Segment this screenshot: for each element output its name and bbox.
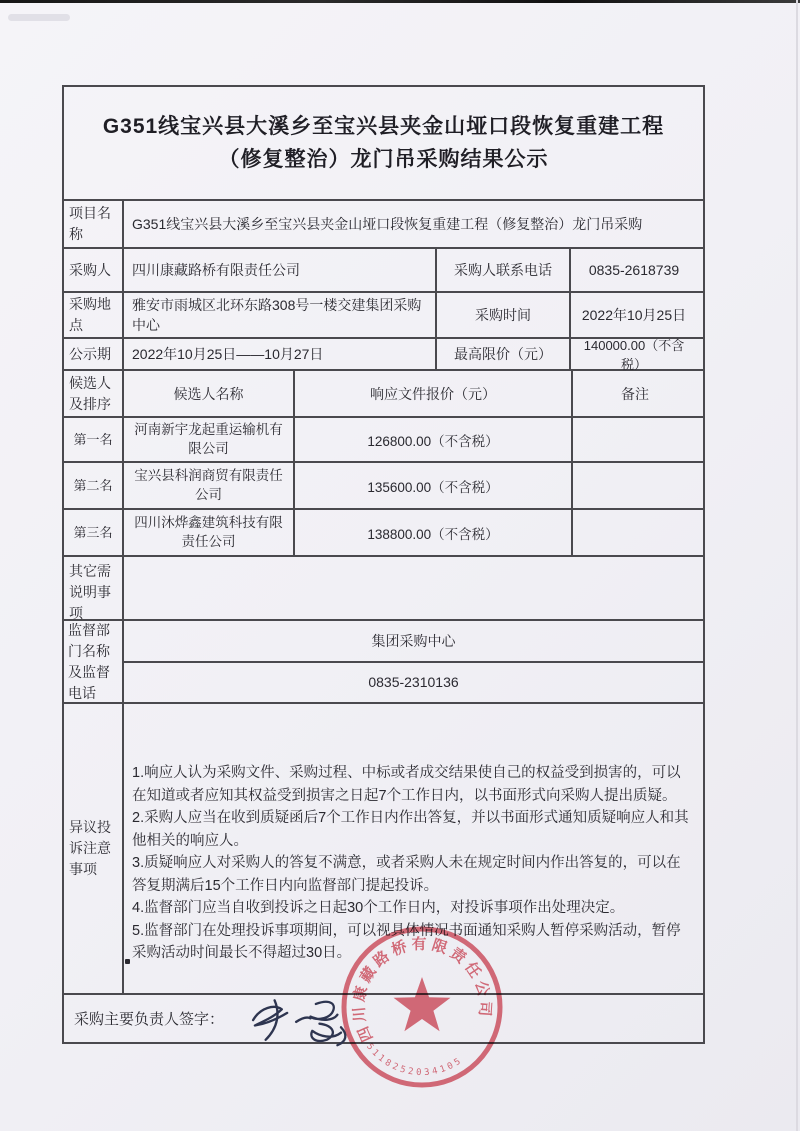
candidate-row-1 bbox=[64, 416, 703, 461]
candidate-1-price: 126800.00（不含税） bbox=[293, 418, 571, 461]
purchaser-phone-value: 0835-2618739 bbox=[569, 249, 697, 291]
location-value: 雅安市雨城区北环东路308号一楼交建集团采购中心 bbox=[122, 293, 435, 337]
location-label: 采购地点 bbox=[69, 296, 111, 333]
candidate-3-name: 四川沐烨鑫建筑科技有限责任公司 bbox=[122, 510, 293, 555]
purchase-time-value: 2022年10月25日 bbox=[569, 293, 697, 337]
candidate-2-price: 135600.00（不含税） bbox=[293, 463, 571, 508]
max-price-label: 最高限价（元） bbox=[435, 339, 569, 369]
ink-dot-artifact bbox=[125, 959, 130, 964]
document-title-line2: （修复整治）龙门吊采购结果公示 bbox=[218, 148, 549, 171]
signature-handwriting bbox=[242, 995, 370, 1047]
objection-item-5: 5.监督部门在处理投诉事项期间，可以视具体情况书面通知采购人暂停采购活动，暂停采购活动时间最长不得超过30日。 bbox=[132, 922, 681, 961]
candidates-rank-header: 候选人及排序 bbox=[69, 374, 111, 412]
objection-item-1: 1.响应人认为采购文件、采购过程、中标或者成交结果使自己的权益受到损害的，可以在知道或者应知其权益受到损害之日起7个工作日内，以书面形式向采购人提出质疑。 bbox=[132, 765, 681, 804]
supervision-department: 集团采购中心 bbox=[371, 632, 456, 649]
candidate-3-rank: 第三名 bbox=[73, 524, 113, 540]
signature-label: 采购主要负责人签字： bbox=[74, 1011, 225, 1028]
supervision-values bbox=[122, 621, 703, 702]
row-publicity-period bbox=[64, 337, 703, 372]
candidates-remark-header: 备注 bbox=[571, 371, 697, 416]
other-notes-value bbox=[122, 557, 703, 619]
purchaser-label: 采购人 bbox=[69, 261, 111, 278]
document-title-line1: G351线宝兴县大溪乡至宝兴县夹金山垭口段恢复重建工程 bbox=[102, 115, 665, 138]
announcement-table bbox=[62, 85, 705, 1044]
objection-item-4: 4.监督部门应当自收到投诉之日起30个工作日内，对投诉事项作出处理决定。 bbox=[132, 900, 625, 916]
title-row bbox=[64, 87, 703, 199]
candidate-row-3 bbox=[64, 508, 703, 555]
purchaser-value: 四川康藏路桥有限责任公司 bbox=[122, 249, 435, 291]
supervision-phone: 0835-2310136 bbox=[124, 661, 703, 703]
project-name-label: 项目名称 bbox=[69, 205, 111, 242]
candidate-1-rank: 第一名 bbox=[73, 431, 113, 447]
project-name-value: G351线宝兴县大溪乡至宝兴县夹金山垭口段恢复重建工程（修复整治）龙门吊采购 bbox=[122, 201, 703, 247]
seal-company-text: 四川康藏路桥有限责任公司 bbox=[350, 935, 494, 1045]
row-signature bbox=[64, 993, 703, 1042]
candidate-1-remark bbox=[571, 418, 697, 461]
candidates-name-header: 候选人名称 bbox=[122, 371, 293, 416]
candidates-price-header: 响应文件报价（元） bbox=[293, 371, 571, 416]
candidate-2-rank: 第二名 bbox=[73, 477, 113, 493]
row-supervision bbox=[64, 619, 703, 702]
row-purchaser bbox=[64, 247, 703, 291]
other-notes-label: 其它需说明事项 bbox=[69, 563, 111, 621]
candidate-3-price: 138800.00（不含税） bbox=[293, 510, 571, 555]
candidate-row-2 bbox=[64, 461, 703, 508]
row-project-name bbox=[64, 199, 703, 247]
candidate-2-name: 宝兴县科润商贸有限责任公司 bbox=[122, 463, 293, 508]
objection-item-2: 2.采购人应当在收到质疑函后7个工作日内作出答复，并以书面形式通知质疑响应人和其他相关的响应人。 bbox=[132, 810, 689, 849]
seal-number-text: 5118252034105 bbox=[363, 1041, 466, 1079]
scan-edge-right bbox=[796, 0, 798, 1131]
objection-label: 异议投诉注意事项 bbox=[69, 819, 111, 877]
candidate-3-remark bbox=[571, 510, 697, 555]
row-location bbox=[64, 291, 703, 337]
publicity-value: 2022年10月25日——10月27日 bbox=[122, 339, 435, 369]
publicity-label: 公示期 bbox=[69, 345, 111, 362]
candidates-header-row bbox=[64, 369, 703, 416]
candidate-2-remark bbox=[571, 463, 697, 508]
purchaser-phone-label: 采购人联系电话 bbox=[435, 249, 569, 291]
row-other-notes bbox=[64, 555, 703, 619]
candidate-1-name: 河南新宇龙起重运输机有限公司 bbox=[122, 418, 293, 461]
scan-edge-artifact bbox=[0, 0, 800, 3]
svg-text:5118252034105 bbox=[364, 1042, 465, 1078]
scan-smudge bbox=[8, 14, 70, 21]
objection-notice-text bbox=[122, 704, 703, 993]
max-price-value: 140000.00（不含税） bbox=[569, 339, 697, 369]
supervision-label: 监督部门名称及监督电话 bbox=[68, 621, 110, 701]
purchase-time-label: 采购时间 bbox=[435, 293, 569, 337]
objection-item-3: 3.质疑响应人对采购人的答复不满意，或者采购人未在规定时间内作出答复的，可以在答复期满后15个工作日内向监督部门提起投诉。 bbox=[132, 855, 681, 894]
row-objection-notice bbox=[64, 702, 703, 993]
